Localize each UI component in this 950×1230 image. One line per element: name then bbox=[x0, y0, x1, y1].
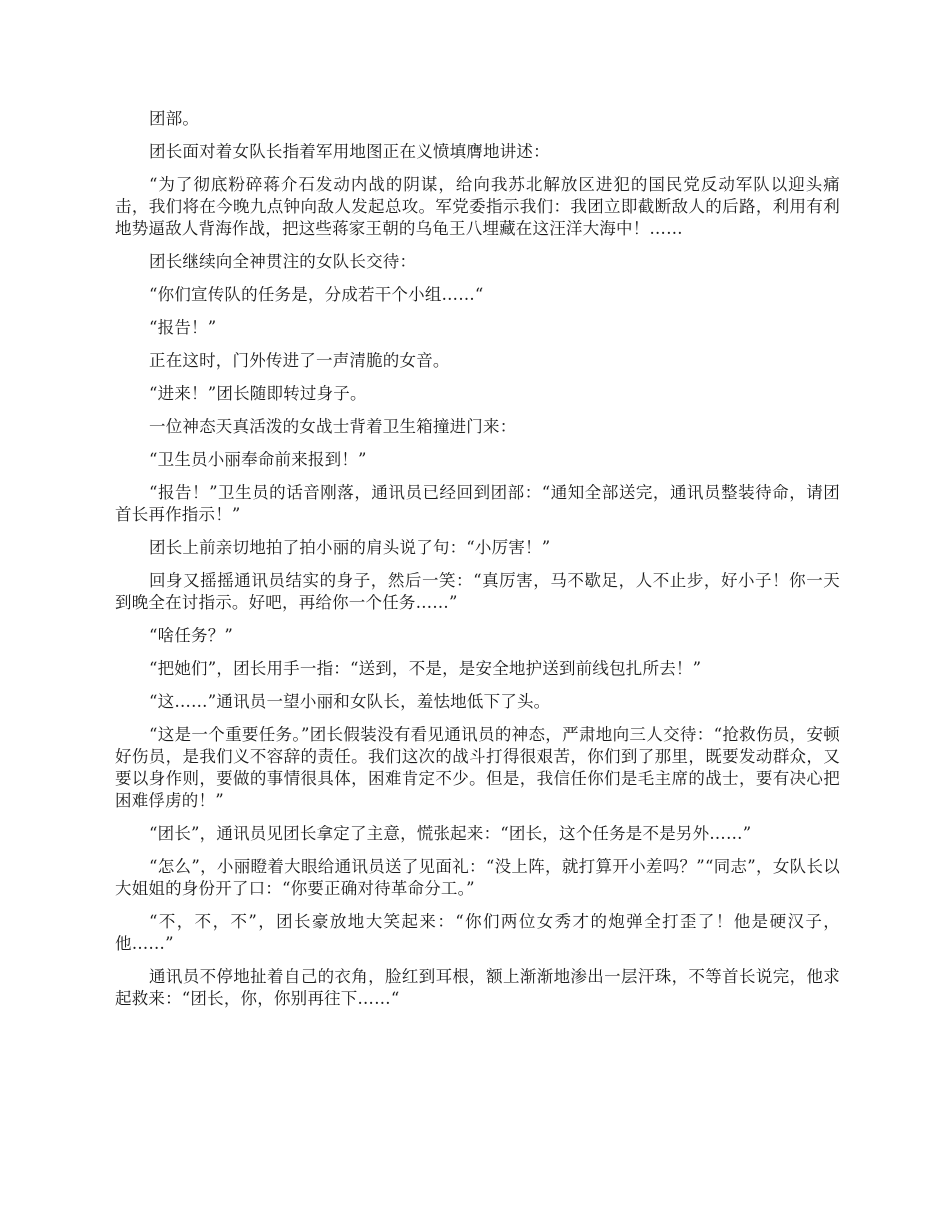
paragraph: “为了彻底粉碎蒋介石发动内战的阴谋，给向我苏北解放区进犯的国民党反动军队以迎头痛击，我们将在今晚九点钟向敌人发起总攻。军党委指示我们：我团立即截断敌人的后路，利用有利地势逼敌人背海作战，把这些蒋家王朝的乌龟王八埋藏在这汪洋大海中！…… bbox=[115, 175, 840, 238]
paragraph: “你们宣传队的任务是，分成若干个小组……“ bbox=[149, 285, 484, 304]
paragraph: “啥任务？” bbox=[149, 626, 234, 645]
paragraph: 团部。 bbox=[149, 109, 200, 128]
paragraph: “怎么”，小丽瞪着大眼给通讯员送了见面礼：“没上阵，就打算开小差吗？”“同志”，女队长以大姐姐的身份开了口：“你要正确对待革命分工。” bbox=[115, 857, 840, 898]
paragraph: “卫生员小丽奉命前来报到！” bbox=[149, 450, 367, 469]
paragraph: 一位神态天真活泼的女战士背着卫生箱撞进门来： bbox=[149, 417, 517, 436]
paragraph: “这是一个重要任务。”团长假装没有看见通讯员的神态，严肃地向三人交待：“抢救伤员，安顿好伤员，是我们义不容辞的责任。我们这次的战斗打得很艰苦，你们到了那里，既要发动群众，又要以身作则，要做的事情很具体，困难肯定不少。但是，我信任你们是毛主席的战士，要有决心把困难俘虏的！” bbox=[115, 725, 840, 810]
paragraph: 通讯员不停地扯着自己的衣角，脸红到耳根，额上渐渐地渗出一层汗珠，不等首长说完，他求起救来：“团长，你，你别再往下……“ bbox=[115, 967, 840, 1008]
paragraph: “报告！”卫生员的话音刚落，通讯员已经回到团部：“通知全部送完，通讯员整装待命，请团首长再作指示！” bbox=[115, 483, 840, 524]
paragraph: “进来！”团长随即转过身子。 bbox=[149, 384, 367, 403]
paragraph: 团长上前亲切地拍了拍小丽的肩头说了句：“小厉害！” bbox=[149, 538, 551, 557]
paragraph: “不，不，不”，团长豪放地大笑起来：“你们两位女秀才的炮弹全打歪了！他是硬汉子，他……” bbox=[115, 912, 840, 953]
paragraph: 团长面对着女队长指着军用地图正在义愤填膺地讲述： bbox=[149, 142, 550, 161]
paragraph: 团长继续向全神贯注的女队长交待： bbox=[149, 252, 417, 271]
paragraph: 正在这时，门外传进了一声清脆的女音。 bbox=[149, 351, 450, 370]
paragraph: “团长”，通讯员见团长拿定了主意，慌张起来：“团长，这个任务是不是另外……” bbox=[149, 824, 752, 843]
paragraph: 回身又摇摇通讯员结实的身子，然后一笑：“真厉害，马不歇足，人不止步，好小子！你一天到晚全在讨指示。好吧，再给你一个任务……” bbox=[115, 571, 840, 612]
paragraph: “把她们”，团长用手一指：“送到，不是，是安全地护送到前线包扎所去！” bbox=[149, 659, 702, 678]
paragraph: “这……”通讯员一望小丽和女队长，羞怯地低下了头。 bbox=[149, 692, 551, 711]
paragraph: “报告！” bbox=[149, 318, 217, 337]
document-body bbox=[115, 108, 840, 1021]
